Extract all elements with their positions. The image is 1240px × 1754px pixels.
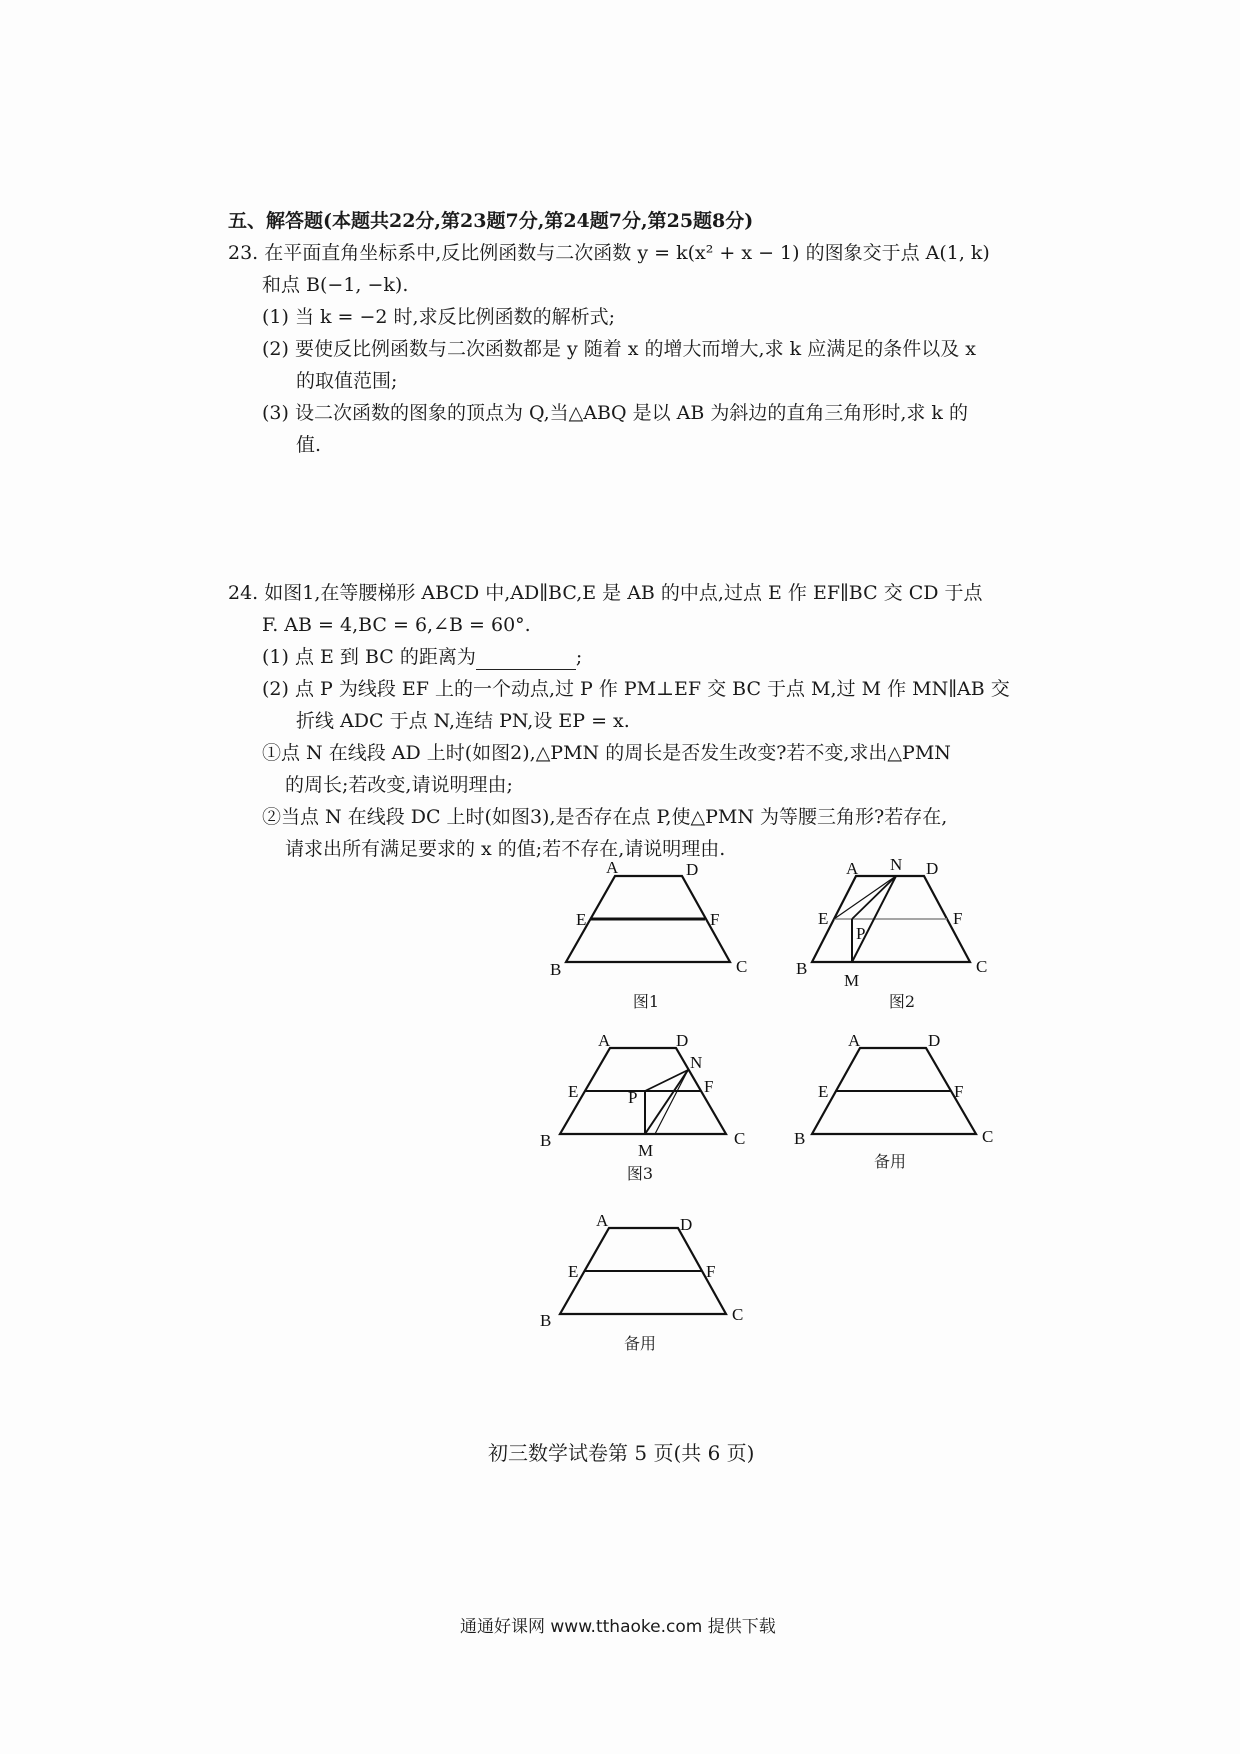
page-footer: 初三数学试卷第 5 页(共 6 页) bbox=[488, 1441, 755, 1465]
label-n: N bbox=[890, 858, 903, 874]
spare-figure-1-caption: 备用 bbox=[873, 1152, 906, 1171]
label-e: E bbox=[568, 1262, 579, 1281]
label-c: C bbox=[976, 957, 988, 976]
q23-part3-line2: 值. bbox=[296, 434, 322, 456]
q23-stem-line1: 23. 在平面直角坐标系中,反比例函数与二次函数 y = k(x² + x − 1) 的图象交于点 A(1, k) bbox=[228, 242, 990, 264]
site-watermark: 通通好课网 www.tthaoke.com 提供下载 bbox=[460, 1617, 776, 1637]
label-a: A bbox=[596, 1211, 609, 1230]
q24-part2-line1: (2) 点 P 为线段 EF 上的一个动点,过 P 作 PM⊥EF 交 BC 于点 M,过 M 作 MN∥AB 交 bbox=[262, 678, 1010, 700]
segment-pn bbox=[852, 876, 896, 919]
label-p: P bbox=[856, 924, 866, 943]
q23-stem-line2: 和点 B(−1, −k). bbox=[262, 274, 409, 296]
spare-figure-2 bbox=[534, 1210, 754, 1340]
label-c: C bbox=[734, 1129, 746, 1148]
figure-1-caption: 图1 bbox=[632, 992, 660, 1011]
q24-part1-text: (1) 点 E 到 BC 的距离为 bbox=[262, 646, 476, 668]
label-f: F bbox=[704, 1077, 714, 1096]
q24-case1-line2: 的周长;若改变,请说明理由; bbox=[285, 774, 513, 796]
figure-3 bbox=[540, 1030, 760, 1160]
label-f: F bbox=[710, 910, 720, 929]
label-e: E bbox=[576, 910, 587, 929]
label-b: B bbox=[550, 960, 562, 979]
q24-case2-line1: ②当点 N 在线段 DC 上时(如图3),是否存在点 P,使△PMN 为等腰三角形?若存在, bbox=[262, 806, 948, 828]
segment-aux bbox=[655, 1070, 688, 1134]
q23-part1: (1) 当 k = −2 时,求反比例函数的解析式; bbox=[262, 306, 615, 328]
label-b: B bbox=[540, 1311, 552, 1330]
label-d: D bbox=[686, 860, 699, 879]
label-f: F bbox=[954, 1082, 964, 1101]
label-a: A bbox=[846, 859, 859, 878]
label-m: M bbox=[638, 1141, 654, 1160]
q24-stem-line2: F. AB = 4,BC = 6,∠B = 60°. bbox=[262, 614, 531, 636]
label-m: M bbox=[844, 971, 860, 988]
label-d: D bbox=[680, 1215, 693, 1234]
label-a: A bbox=[598, 1031, 611, 1050]
q24-part1-end: ; bbox=[575, 646, 583, 668]
section-title: 五、解答题(本题共22分,第23题7分,第24题7分,第25题8分) bbox=[228, 210, 754, 232]
label-d: D bbox=[676, 1031, 689, 1050]
label-c: C bbox=[732, 1305, 744, 1324]
q24-case1-line1: ①点 N 在线段 AD 上时(如图2),△PMN 的周长是否发生改变?若不变,求出△PMN bbox=[262, 742, 951, 764]
label-b: B bbox=[540, 1131, 552, 1150]
figure-1 bbox=[550, 858, 770, 988]
label-b: B bbox=[796, 959, 808, 978]
label-b: B bbox=[794, 1129, 806, 1148]
figure-2 bbox=[790, 858, 1010, 988]
q24-part2-line2: 折线 ADC 于点 N,连结 PN,设 EP = x. bbox=[296, 710, 630, 732]
label-c: C bbox=[982, 1127, 994, 1146]
label-e: E bbox=[818, 909, 829, 928]
q23-part3-line1: (3) 设二次函数的图象的顶点为 Q,当△ABQ 是以 AB 为斜边的直角三角形时,求 k 的 bbox=[262, 402, 968, 424]
segment-en bbox=[834, 876, 896, 919]
figure-2-caption: 图2 bbox=[888, 992, 916, 1011]
q23-part2-line2: 的取值范围; bbox=[296, 370, 398, 392]
label-f: F bbox=[706, 1262, 716, 1281]
label-p: P bbox=[628, 1088, 638, 1107]
label-a: A bbox=[606, 858, 619, 877]
q24-part1 bbox=[262, 644, 582, 670]
label-f: F bbox=[953, 909, 963, 928]
q24-stem-line1: 24. 如图1,在等腰梯形 ABCD 中,AD∥BC,E 是 AB 的中点,过点 E 作 EF∥BC 交 CD 于点 bbox=[228, 582, 983, 604]
label-a: A bbox=[848, 1031, 861, 1050]
spare-figure-1 bbox=[790, 1030, 1010, 1160]
figure-3-caption: 图3 bbox=[626, 1164, 654, 1183]
label-d: D bbox=[926, 859, 939, 878]
q24-case2-line2: 请求出所有满足要求的 x 的值;若不存在,请说明理由. bbox=[285, 838, 726, 860]
label-e: E bbox=[818, 1082, 829, 1101]
label-e: E bbox=[568, 1082, 579, 1101]
answer-blank[interactable] bbox=[476, 651, 576, 670]
label-c: C bbox=[736, 957, 748, 976]
label-n: N bbox=[690, 1053, 703, 1072]
spare-figure-2-caption: 备用 bbox=[623, 1334, 656, 1353]
label-d: D bbox=[928, 1031, 941, 1050]
q23-part2-line1: (2) 要使反比例函数与二次函数都是 y 随着 x 的增大而增大,求 k 应满足的条件以及 x bbox=[262, 338, 976, 360]
